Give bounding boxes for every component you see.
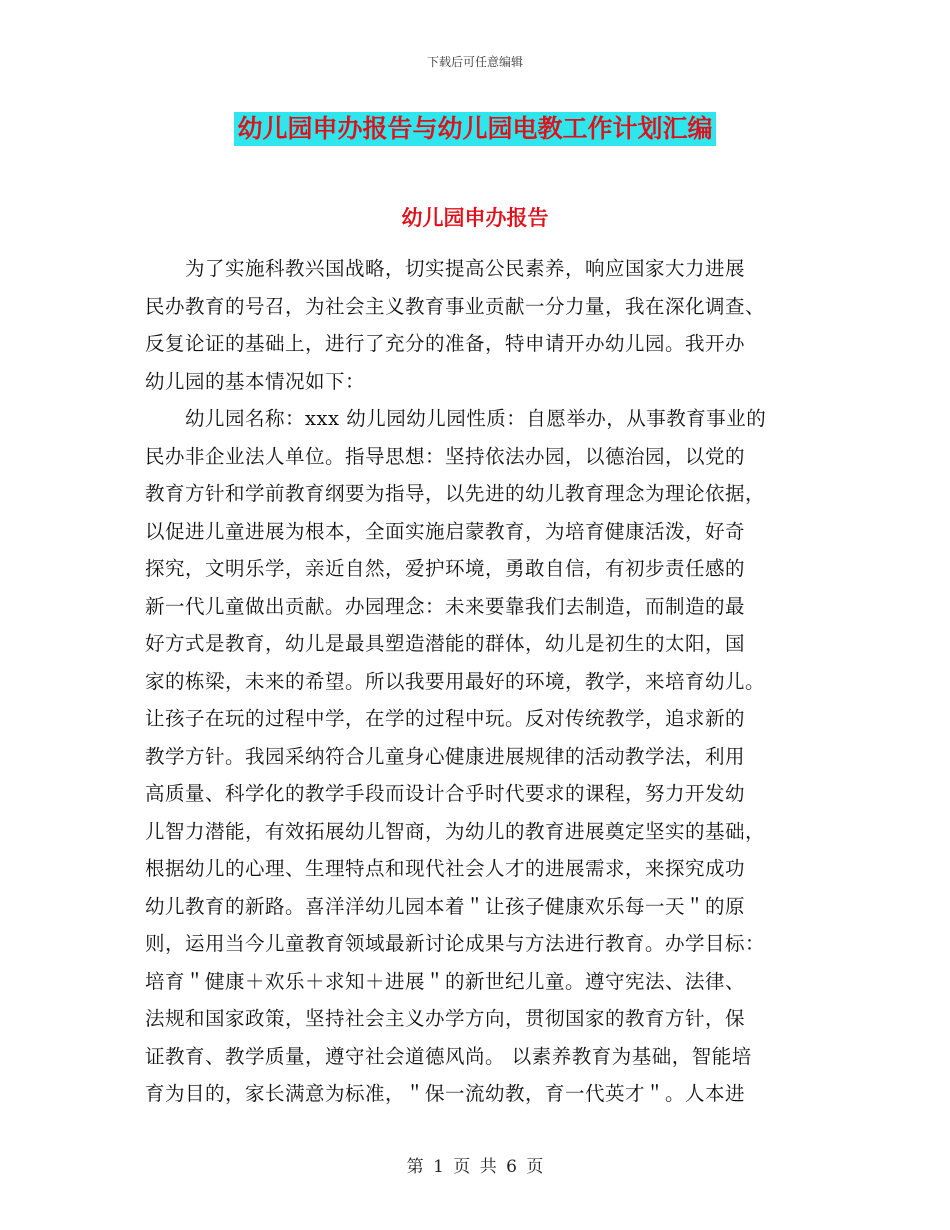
body-line: 以促进儿童进展为根本，全面实施启蒙教育，为培育健康活泼，好奇 <box>145 519 746 543</box>
body-line: 民办教育的号召，为社会主义教育事业贡献一分力量，我在深化调查、 <box>145 294 766 318</box>
page-number-footer: 第 1 页 共 6 页 <box>406 1157 544 1177</box>
body-line: 教学方针。我园采纳符合儿童身心健康进展规律的活动教学法，利用 <box>145 744 746 768</box>
page-header-note: 下载后可任意编辑 <box>426 55 523 69</box>
body-line: 好方式是教育，幼儿是最具塑造潜能的群体，幼儿是初生的太阳，国 <box>145 632 746 655</box>
body-line: 新一代儿童做出贡献。办园理念：未来要靠我们去制造，而制造的最 <box>145 594 746 618</box>
section-title: 幼儿园申办报告 <box>401 205 549 230</box>
body-line: 反复论证的基础上，进行了充分的准备，特申请开办幼儿园。我开办 <box>145 332 746 355</box>
document-main-title: 幼儿园申办报告与幼儿园电教工作计划汇编 <box>234 112 715 146</box>
body-line: 让孩子在玩的过程中学，在学的过程中玩。反对传统教学，追求新的 <box>145 707 746 730</box>
body-line: 育为目的，家长满意为标准，＂保一流幼教，育一代英才＂。人本进 <box>145 1082 746 1105</box>
body-line: 高质量、科学化的教学手段而设计合乎时代要求的课程，努力开发幼 <box>145 782 746 805</box>
body-line: 培育＂健康＋欢乐＋求知＋进展＂的新世纪儿童。遵守宪法、法律、 <box>145 969 746 993</box>
body-line: 法规和国家政策，坚持社会主义办学方向，贯彻国家的教育方针，保 <box>145 1007 746 1030</box>
body-line: 幼儿园名称：xxx 幼儿园幼儿园性质：自愿举办，从事教育事业的 <box>185 407 767 430</box>
body-line: 则，运用当今儿童教育领域最新讨论成果与方法进行教育。办学目标： <box>145 932 766 955</box>
body-line: 民办非企业法人单位。指导思想：坚持依法办园，以德治园，以党的 <box>145 444 746 468</box>
document-body <box>145 250 815 1113</box>
body-line: 幼儿园的基本情况如下： <box>145 369 366 393</box>
body-line: 家的栋梁，未来的希望。所以我要用最好的环境，教学，来培育幼儿。 <box>145 669 766 693</box>
body-line: 教育方针和学前教育纲要为指导，以先进的幼儿教育理念为理论依据， <box>145 482 766 505</box>
body-line: 证教育、教学质量，遵守社会道德风尚。 以素养教育为基础，智能培 <box>145 1044 752 1068</box>
body-line: 根据幼儿的心理、生理特点和现代社会人才的进展需求，来探究成功 <box>145 857 746 880</box>
body-line: 为了实施科教兴国战略，切实提高公民素养，响应国家大力进展 <box>185 257 746 280</box>
body-line: 儿智力潜能，有效拓展幼儿智商，为幼儿的教育进展奠定坚实的基础， <box>145 819 766 843</box>
body-line: 幼儿教育的新路。喜洋洋幼儿园本着＂让孩子健康欢乐每一天＂的原 <box>145 894 746 918</box>
main-title-container <box>0 112 950 146</box>
body-line: 探究，文明乐学，亲近自然，爱护环境，勇敢自信，有初步责任感的 <box>145 557 746 580</box>
